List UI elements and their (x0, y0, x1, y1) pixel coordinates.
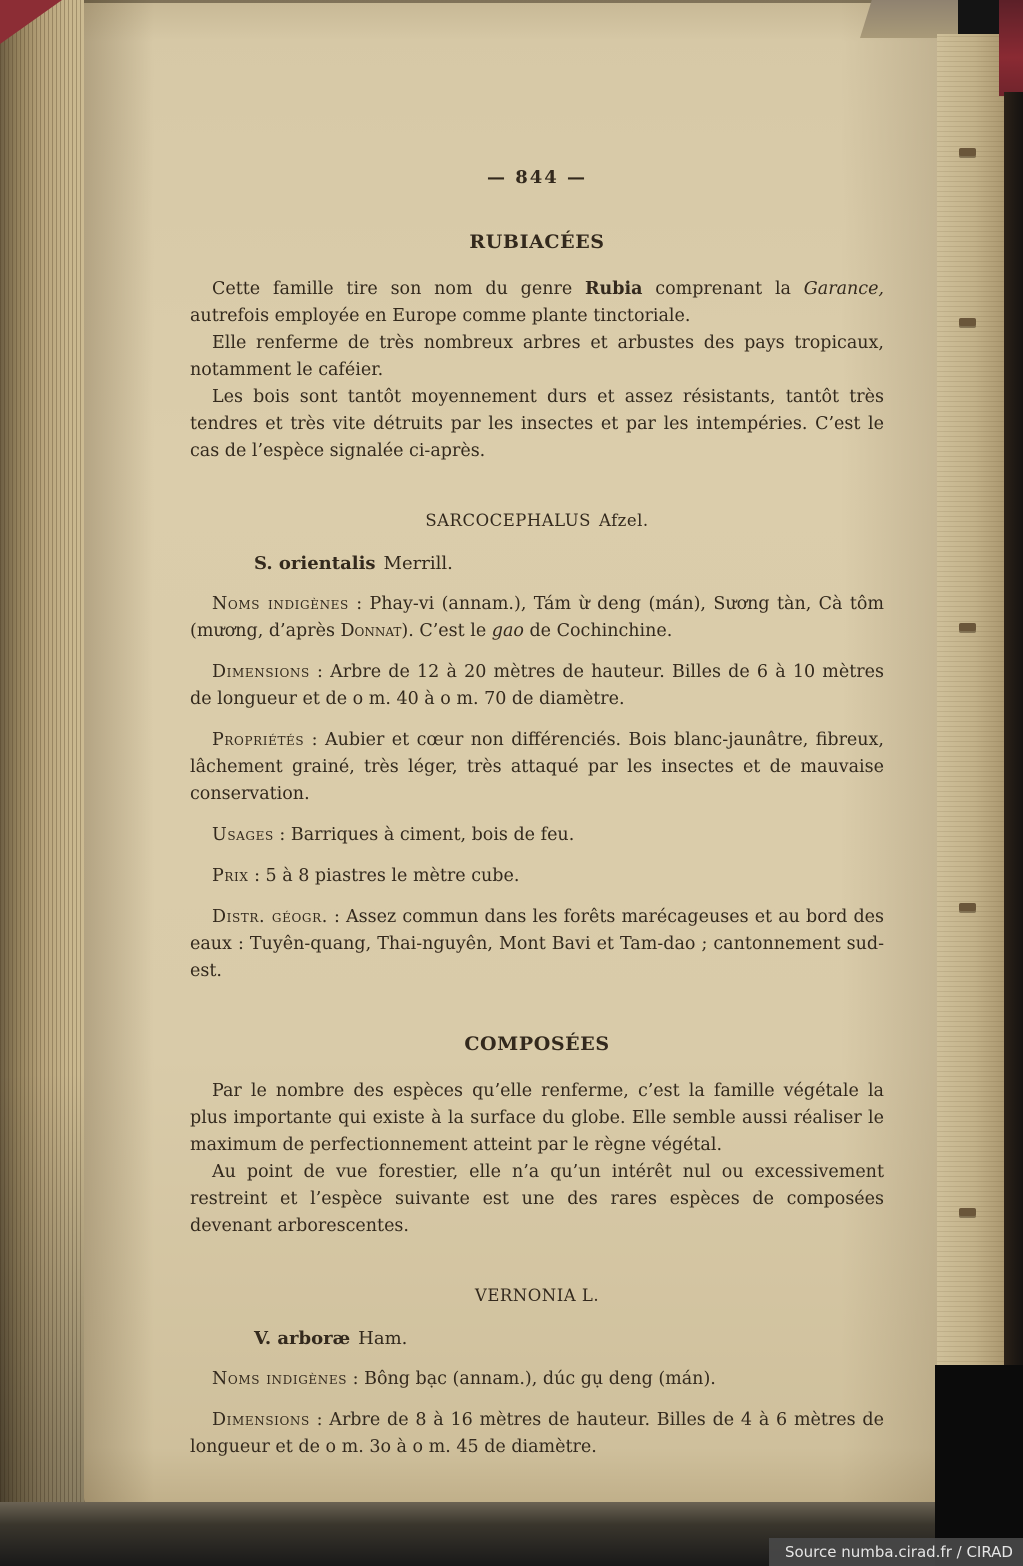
text-run: comprenant la (642, 279, 804, 299)
text-run-italic-garance: Garance, (803, 279, 884, 299)
entry-label: Propriétés (212, 730, 305, 750)
stitch-mark (959, 623, 976, 631)
entry-text: : Barriques à ciment, bois de feu. (273, 825, 575, 845)
entry-noms-indigenes-1 (190, 591, 884, 645)
paragraph-rubiacees-2: Elle renferme de très nombreux arbres et arbustes des pays tropicaux, notamment le caféier. (190, 333, 884, 380)
entry-label: Dimensions (212, 1410, 310, 1430)
entry-prix (190, 863, 884, 890)
text-run: ). C’est le (401, 621, 492, 641)
paragraph-composees-1: Par le nombre des espèces qu’elle renferme, c’est la famille végétale la plus importante qui existe à la surface du globe. Elle semble aussi réaliser le maximum de perfectionnement atteint par le règne végétal. (190, 1081, 884, 1155)
entry-distr-geogr (190, 904, 884, 985)
book-page (84, 0, 944, 1508)
stitch-mark (959, 903, 976, 911)
genus-name: SARCOCEPHALUS (425, 511, 591, 530)
entry-label: Dimensions (212, 662, 310, 682)
book-cover-bottom-right (935, 1365, 1023, 1566)
text-run-smallcaps-donnat: Donnat (340, 621, 402, 641)
text-run: Cette famille tire son nom du genre (212, 279, 585, 299)
species-author: Merrill. (383, 553, 453, 574)
species-line-orientalis (254, 550, 884, 577)
entry-label: Noms indigènes (212, 594, 349, 614)
text-run-italic-gao: gao (491, 621, 524, 641)
paragraph-rubiacees-3: Les bois sont tantôt moyennement durs et assez résistants, tantôt très tendres et très vite détruits par les insectes et par les intempéries. C’est le cas de l’espèce signalée ci-après. (190, 387, 884, 461)
species-name: S. orientalis (254, 553, 376, 574)
entry-text: : 5 à 8 piastres le mètre cube. (248, 866, 520, 886)
text-run: autrefois employée en Europe comme plante tinctoriale. (190, 306, 691, 326)
entry-dimensions-2 (190, 1407, 884, 1461)
genus-author: Afzel. (598, 511, 649, 530)
entry-text: : Aubier et cœur non différenciés. Bois blanc-jaunâtre, fibreux, lâchement grainé, très léger, très attaqué par les insectes et de mauvaise conservation. (190, 730, 884, 804)
stitch-mark (959, 1208, 976, 1216)
section-heading-composees: COMPOSÉES (464, 1033, 610, 1055)
species-line-arborae (254, 1325, 884, 1352)
entry-noms-indigenes-2 (190, 1366, 884, 1393)
entry-text: : Bông bạc (annam.), dúc gụ deng (mán). (347, 1369, 716, 1389)
paragraph-rubiacees-1 (190, 276, 884, 330)
stitch-mark (959, 148, 976, 156)
book-left-page-edges (0, 0, 88, 1532)
background-shadow-right (1004, 92, 1023, 1372)
page-number: — 844 — (486, 167, 588, 188)
entry-label: Distr. géogr. (212, 907, 328, 927)
entry-label: Usages (212, 825, 274, 845)
page-text-block (190, 164, 884, 1461)
book-head-page-edges (860, 0, 958, 38)
entry-text: : Arbre de 12 à 20 mètres de hauteur. Billes de 6 à 10 mètres de longueur et de o m. 40 à o m. 70 de diamètre. (190, 662, 884, 709)
entry-usages (190, 822, 884, 849)
entry-text: : Assez commun dans les forêts marécageuses et au bord des eaux : Tuyên-quang, Thai-nguyên, Mont Bavi et Tam-dao ; cantonnement sud-est. (190, 907, 885, 981)
paragraph-composees-2: Au point de vue forestier, elle n’a qu’un intérêt nul ou excessivement restreint et l’espèce suivante est une des rares espèces de composées devenant arborescentes. (190, 1162, 884, 1236)
entry-proprietes (190, 727, 884, 808)
text-run: de Cochinchine. (523, 621, 673, 641)
source-caption: Source numba.cirad.fr / CIRAD (769, 1538, 1023, 1566)
text-run: : Phay-vi (annam.), Tám ừ deng (mán), Sương tàn, Cà tôm (mương, d’après (190, 594, 884, 641)
species-name: V. arboræ (254, 1328, 351, 1349)
entry-dimensions-1 (190, 659, 884, 713)
genus-heading-sarcocephalus (190, 507, 884, 534)
genus-heading-vernonia: VERNONIA L. (474, 1286, 600, 1305)
section-heading-rubiacees: RUBIACÉES (469, 231, 605, 253)
book-right-page-edges (937, 34, 1004, 1452)
entry-label: Noms indigènes (212, 1369, 348, 1389)
entry-label: Prix (212, 866, 249, 886)
text-run-bold-rubia: Rubia (585, 279, 643, 299)
book-cover-right-edge (999, 0, 1023, 96)
entry-text: : Arbre de 8 à 16 mètres de hauteur. Billes de 4 à 6 mètres de longueur et de o m. 3o à o m. 45 de diamètre. (190, 1410, 884, 1457)
stitch-mark (959, 318, 976, 326)
species-author: Ham. (358, 1328, 408, 1349)
